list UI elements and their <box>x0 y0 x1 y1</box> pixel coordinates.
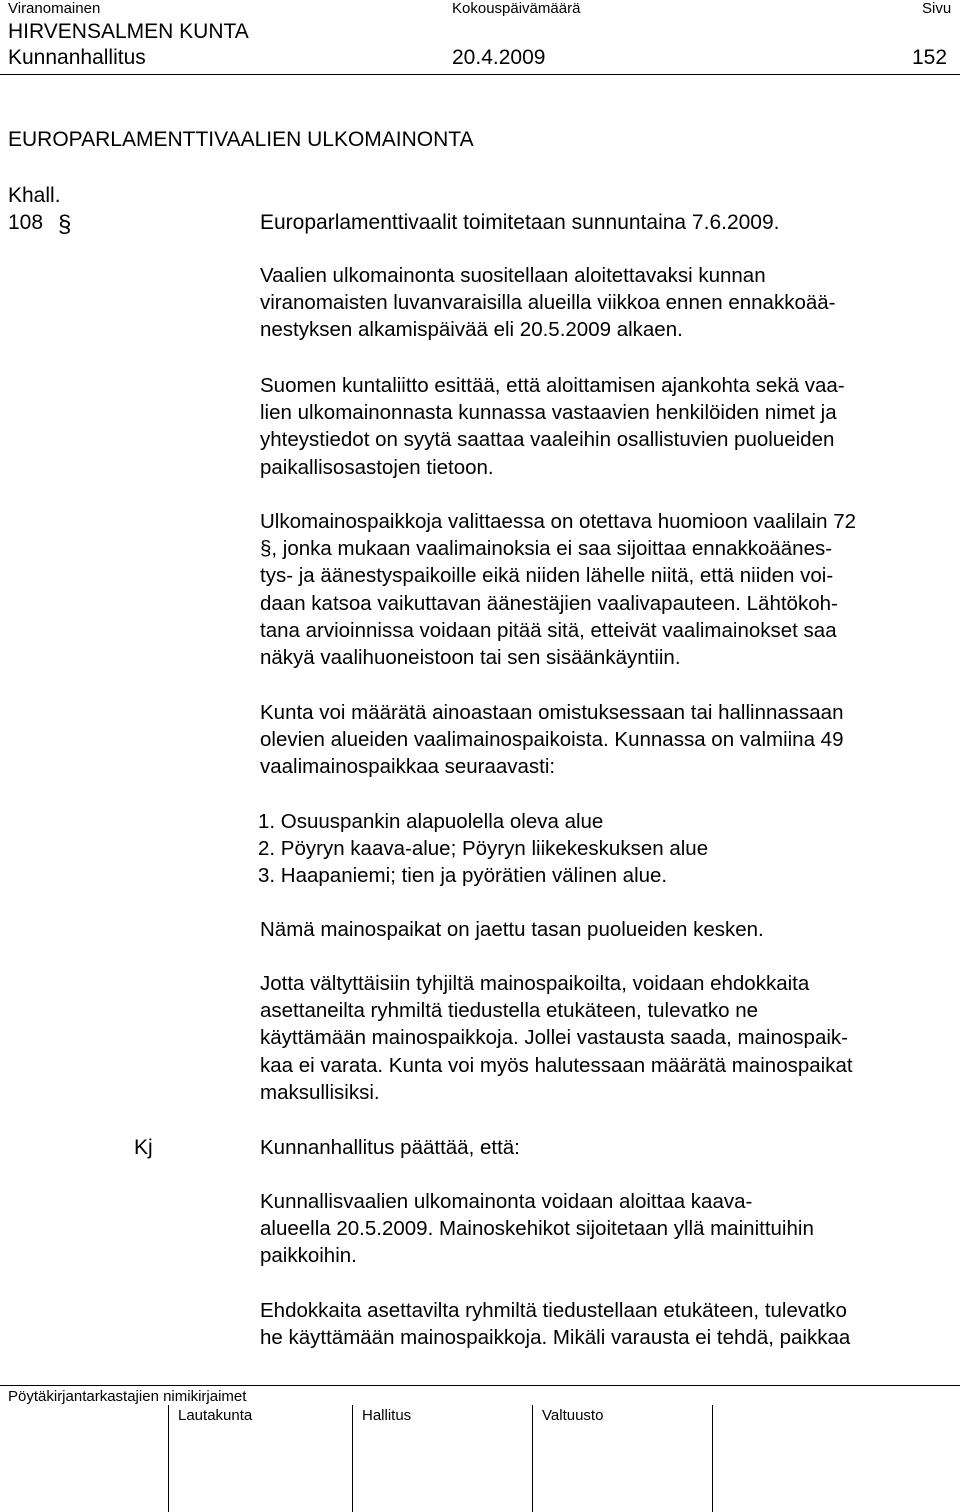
signature-col-committee: Lautakunta <box>178 1407 253 1424</box>
paragraph-1: Vaalien ulkomainonta suositellaan aloitettavaksi kunnan viranomaisten luvanvaraisilla alueilla viikkoa ennen ennakkoää- nestyksen alkamispäivää eli 20.5.2009 alkaen. <box>260 264 836 342</box>
intro-text: Europarlamenttivaalit toimitetaan sunnuntaina 7.6.2009. <box>260 211 780 234</box>
list-item: 2. Pöyryn kaava-alue; Pöyryn liikekeskuksen alue <box>258 837 709 861</box>
paragraph-5: Nämä mainospaikat on jaettu tasan puolueiden kesken. <box>260 918 764 941</box>
list-item: 3. Haapaniemi; tien ja pyörätien välinen alue. <box>258 864 668 888</box>
decision-intro: Kunnanhallitus päättää, että: <box>260 1136 520 1159</box>
page-number: 152 <box>912 46 948 69</box>
organization-name: HIRVENSALMEN KUNTA <box>8 20 249 43</box>
header-date-label: Kokouspäivämäärä <box>452 0 581 17</box>
header-divider <box>0 74 960 75</box>
kj-label: Kj <box>134 1136 153 1159</box>
paragraph-3: Ulkomainospaikkoja valittaessa on otettava huomioon vaalilain 72 §, jonka mukaan vaalimainoksia ei saa sijoittaa ennakkoäänes- tys- ja äänestyspaikoille eikä niiden lähelle niitä, että niiden voi- daan katsoa vaikuttavan äänestäjien vaalivapauteen. Lähtökoh- tana arvioinnissa voidaan pitää sitä, etteivät vaalimainokset saa näkyä vaalihuoneistoon tai sen sisäänkäyntiin. <box>260 510 856 670</box>
section-label: Khall. <box>8 184 61 207</box>
paragraph-7: Kunnallisvaalien ulkomainonta voidaan aloittaa kaava- alueella 20.5.2009. Mainoskehikot sijoitetaan yllä mainittuihin paikkoihin. <box>260 1190 814 1268</box>
paragraph-6: Jotta vältyttäisiin tyhjiltä mainospaikoilta, voidaan ehdokkaita asettaneilta ryhmiltä tiedustella etukäteen, tulevatko ne käyttämään mainospaikkoja. Jollei vastausta saada, mainospaik- kaa ei varata. Kunta voi myös halutessaan määrätä mainospaikat maksullisiksi. <box>260 972 853 1104</box>
signatures-label: Pöytäkirjantarkastajien nimikirjaimet <box>8 1388 247 1405</box>
paragraph-8: Ehdokkaita asettavilta ryhmiltä tiedustellaan etukäteen, tulevatko he käyttämään mainospaikkoja. Mikäli varausta ei tehdä, paikkaa <box>260 1299 851 1350</box>
signature-box-divider <box>168 1405 169 1512</box>
meeting-date: 20.4.2009 <box>452 46 546 69</box>
section-number: 108 <box>8 211 44 234</box>
document-title: EUROPARLAMENTTIVAALIEN ULKOMAINONTA <box>8 128 474 151</box>
location-list <box>258 808 948 890</box>
signature-col-board: Hallitus <box>362 1407 412 1424</box>
footer-divider <box>0 1385 960 1386</box>
signature-col-council: Valtuusto <box>542 1407 604 1424</box>
section-sign: § <box>58 211 72 238</box>
header-page-label: Sivu <box>922 0 952 17</box>
signature-box-divider <box>532 1405 533 1512</box>
signature-box-divider <box>352 1405 353 1512</box>
paragraph-4: Kunta voi määrätä ainoastaan omistuksessaan tai hallinnassaan olevien alueiden vaalimainospaikoista. Kunnassa on valmiina 49 vaalimainospaikkaa seuraavasti: <box>260 701 844 779</box>
body-name: Kunnanhallitus <box>8 46 146 69</box>
list-item: 1. Osuuspankin alapuolella oleva alue <box>258 810 604 833</box>
header-issuer-label: Viranomainen <box>8 0 101 17</box>
signature-box-divider <box>712 1405 713 1512</box>
paragraph-2: Suomen kuntaliitto esittää, että aloittamisen ajankohta sekä vaa- lien ulkomainonnasta kunnassa vastaavien henkilöiden nimet ja yhteystiedot on syytä saattaa vaaleihin osallistuvien puolueiden paikallisosastojen tietoon. <box>260 374 845 479</box>
